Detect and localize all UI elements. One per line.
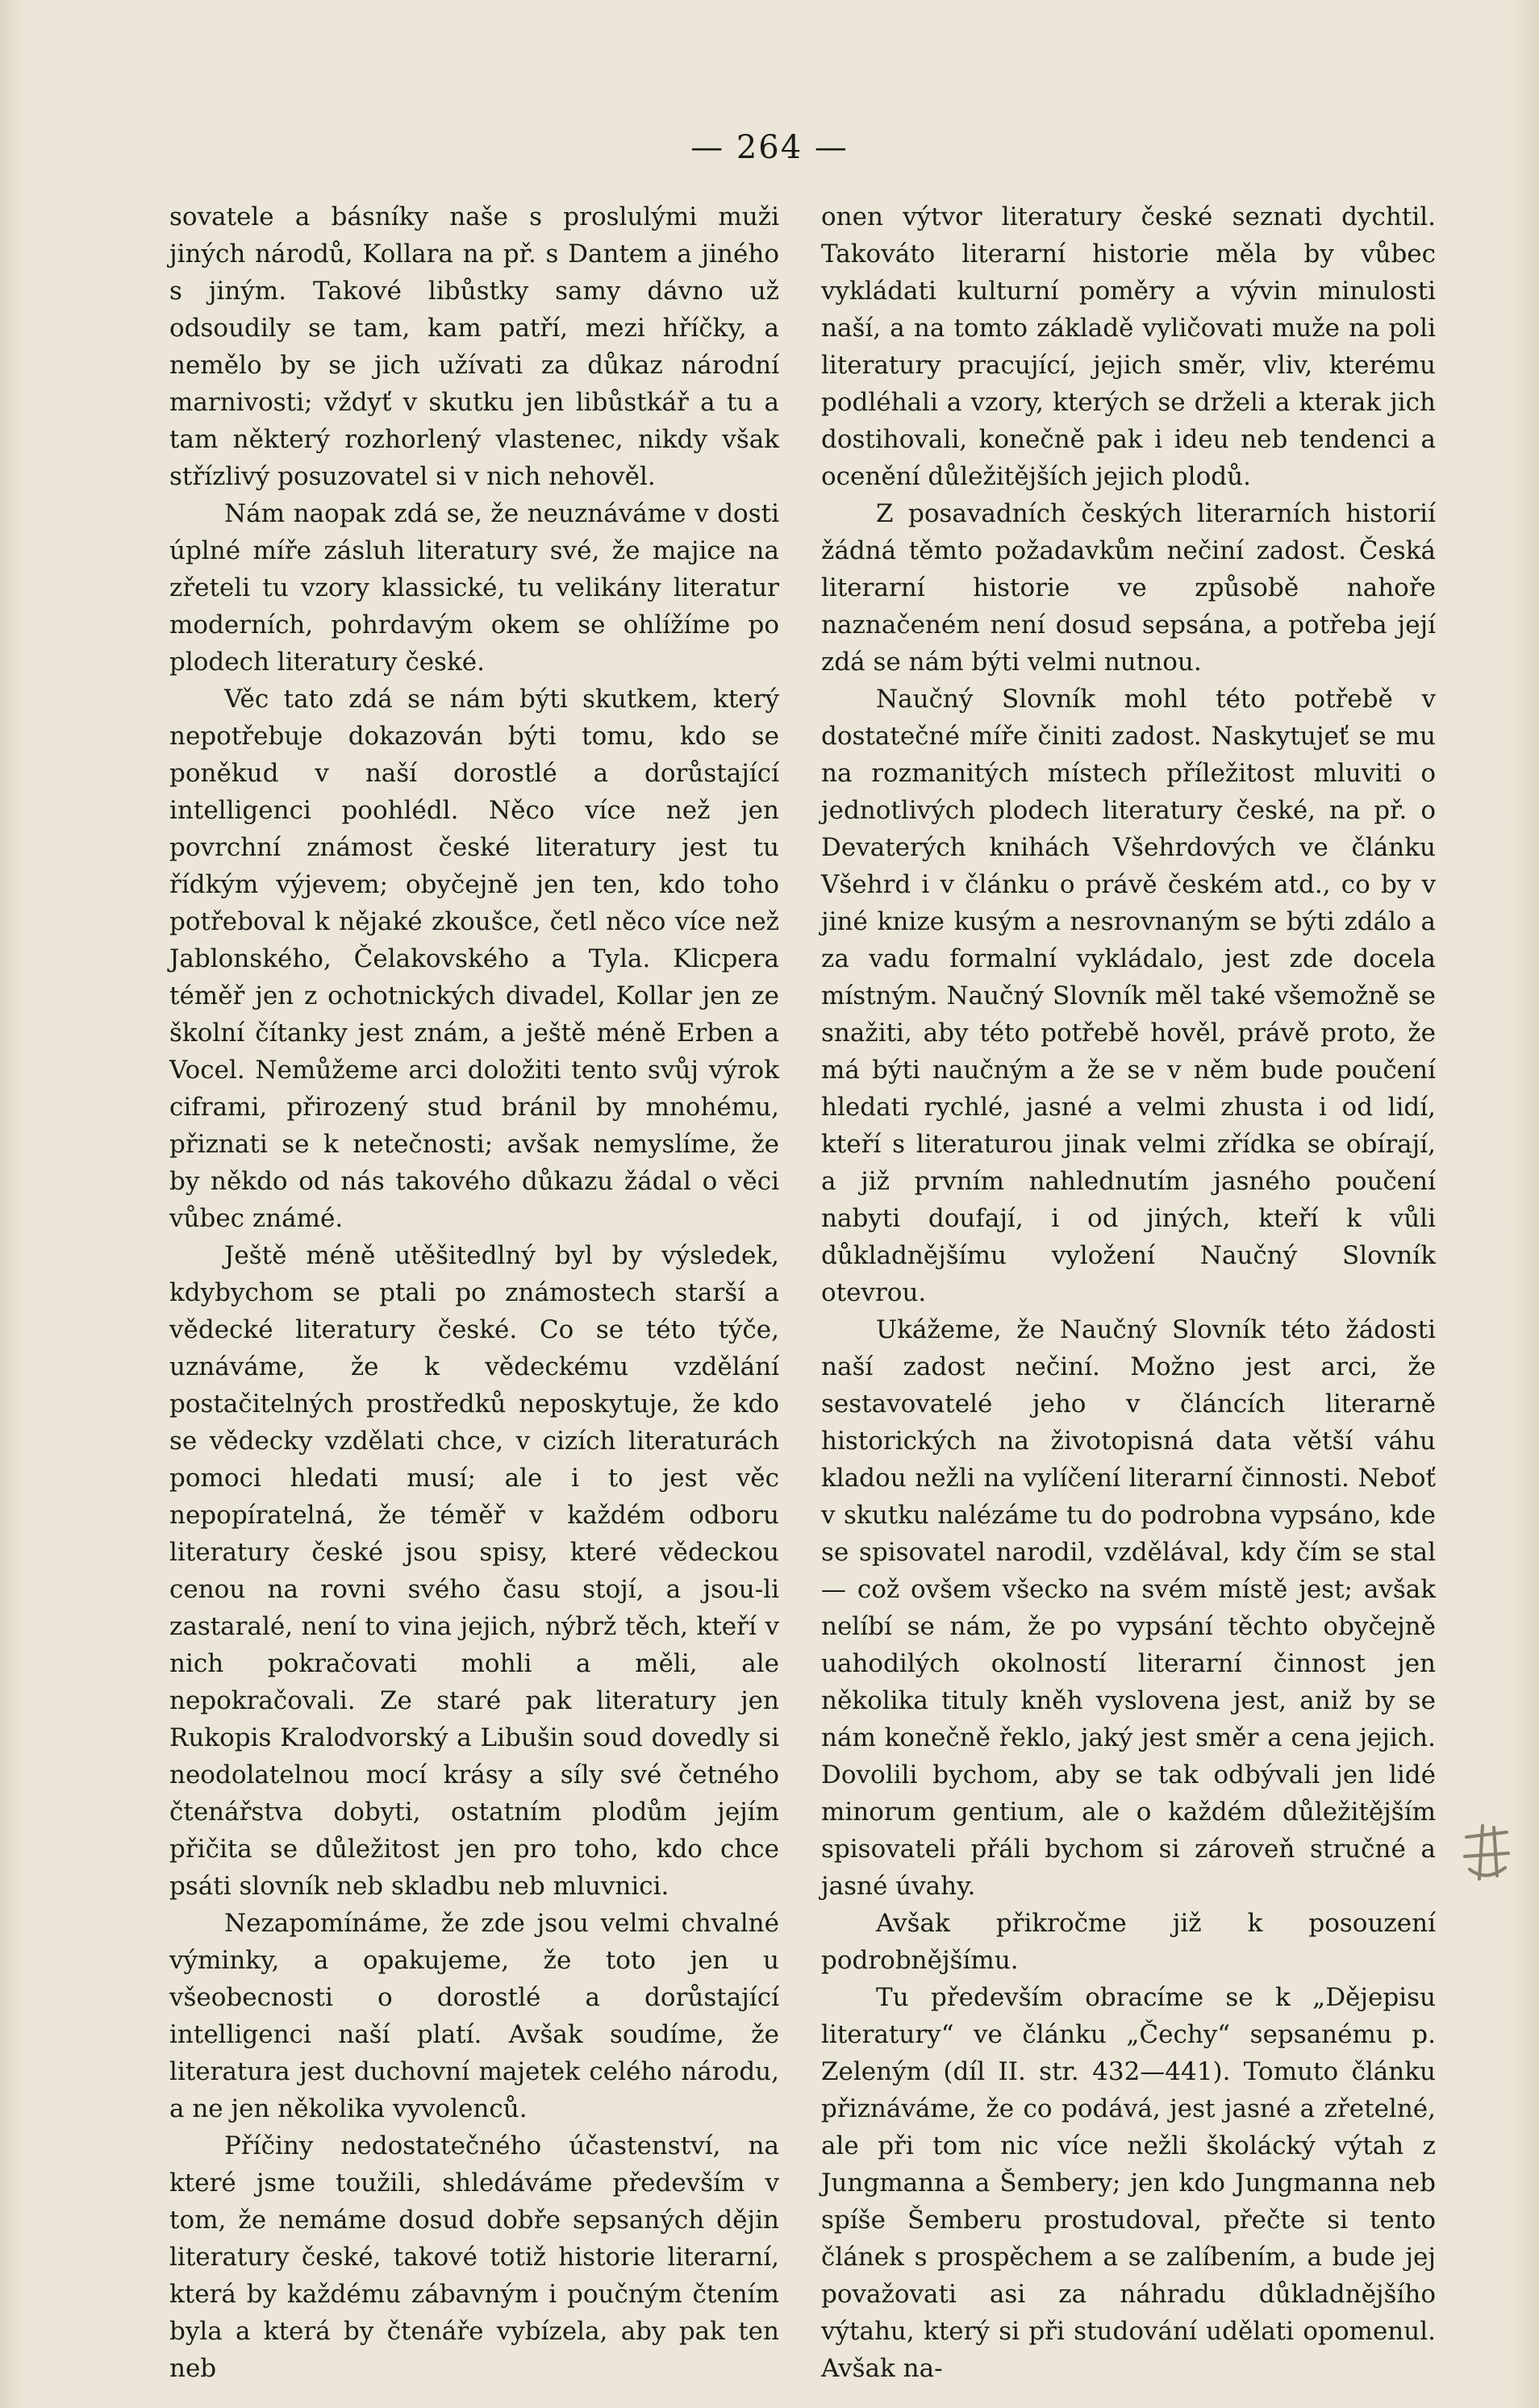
page-number: — 264 — bbox=[690, 129, 849, 166]
paragraph: Avšak přikročme již k posouzení podrobnějšímu. bbox=[821, 1909, 1436, 1975]
right-column bbox=[821, 198, 1436, 2387]
paragraph: Ještě méně utěšitedlný byl by výsledek, kdybychom se ptali po známostech starší a vědecké literatury české. Co se této týče, uznáváme, že k vědeckému vzdělání postačitelných prostředků neposkytuje, že kdo se vědecky vzdělati chce, v cizích literaturách pomoci hledati musí; ale i to jest věc nepopíratelná, že téměř v každém odboru literatury české jsou spisy, které vědeckou cenou na rovni svého času stojí, a jsou-li zastaralé, není to vina jejich, nýbrž těch, kteří v nich pokračovati mohli a měli, ale nepokračovali. Ze staré pak literatury jen Rukopis Kralodvorský a Libušin soud dovedly si neodolatelnou mocí krásy a síly své četného čtenářstva dobyti, ostatním plodům jejím přičita se důležitost jen pro toho, kdo chce psáti slovník neb skladbu neb mluvnici. bbox=[169, 1241, 779, 1901]
paragraph: Tu především obracíme se k „Dějepisu literatury“ ve článku „Čechy“ sepsanému p. Zeleným (díl II. str. 432—441). Tomuto článku přiznáváme, že co podává, jest jasné a zřetelné, ale při tom nic více nežli školácký výtah z Jungmanna a Šembery; jen kdo Jungmanna neb spíše Šemberu prostudoval, přečte si tento článek s prospěchem a se zalíbením, a bude jej považovati asi za náhradu důkladnějšího výtahu, který si při studování udělati opomenul. Avšak na- bbox=[821, 1983, 1436, 2383]
paragraph: Věc tato zdá se nám býti skutkem, který nepotřebuje dokazován býti tomu, kdo se poněkud v naší dorostlé a dorůstající intelligenci poohlédl. Něco více než jen povrchní známost české literatury jest tu řídkým výjevem; obyčejně jen ten, kdo toho potřeboval k nějaké zkoušce, četl něco více než Jablonského, Čelakovského a Tyla. Klicpera téměř jen z ochotnických divadel, Kollar jen ze školní čítanky jest znám, a ještě méně Erben a Vocel. Nemůžeme arci doložiti tento svůj výrok ciframi, přirozený stud bránil by mnohému, přiznati se k netečnosti; avšak nemyslíme, že by někdo od nás takového důkazu žádal o věci vůbec známé. bbox=[169, 685, 779, 1233]
paragraph: Z posavadních českých literarních historií žádná těmto požadavkům nečiní zadost. Česká literarní historie ve způsobě nahoře naznačeném není dosud sepsána, a potřeba její zdá se nám býti velmi nutnou. bbox=[821, 499, 1436, 677]
paragraph: Nám naopak zdá se, že neuznáváme v dosti úplné míře zásluh literatury své, že majice na zřeteli tu vzory klassické, tu velikány literatur moderních, pohrdavým okem se ohlížíme po plodech literatury české. bbox=[169, 499, 779, 677]
paragraph: Naučný Slovník mohl této potřebě v dostatečné míře činiti zadost. Naskytujeť se mu na rozmanitých místech příležitost mluviti o jednotlivých plodech literatury české, na př. o Devaterých knihách Všehrdových ve článku Všehrd i v článku o právě českém atd., co by v jiné knize kusým a nesrovnaným se býti zdálo a za vadu formalní vykládalo, jest zde docela místným. Naučný Slovník měl také všemožně se snažiti, aby této potřebě hověl, právě proto, že má býti naučným a že se v něm bude poučení hledati rychlé, jasné a velmi zhusta i od lidí, kteří s literaturou jinak velmi zřídka se obírají, a již prvním nahlednutím jasného poučení nabyti doufají, i od jiných, kteří k vůli důkladnějšímu vyložení Naučný Slovník otevrou. bbox=[821, 685, 1436, 1307]
paragraph: onen výtvor literatury české seznati dychtil. Takováto literarní historie měla by vůbec vykládati kulturní poměry a vývin minulosti naší, a na tomto základě vyličovati muže na poli literatury pracující, jejich směr, vliv, kterému podléhali a vzory, kterých se drželi a kterak jich dostihovali, konečně pak i ideu neb tendenci a ocenění důležitějších jejich plodů. bbox=[821, 202, 1436, 491]
library-stamp-icon bbox=[1458, 1821, 1515, 1885]
paragraph: sovatele a básníky naše s proslulými muži jiných národů, Kollara na př. s Dantem a jiného s jiným. Takové libůstky samy dávno už odsoudily se tam, kam patří, mezi hříčky, a nemělo by se jich užívati za důkaz národní marnivosti; vždyť v skutku jen libůstkář a tu a tam některý rozhorlený vlastenec, nikdy však střízlivý posuzovatel si v nich nehověl. bbox=[169, 202, 779, 491]
paragraph: Nezapomínáme, že zde jsou velmi chvalné výminky, a opakujeme, že toto jen u všeobecnosti o dorostlé a dorůstající intelligenci naší platí. Avšak soudíme, že literatura jest duchovní majetek celého národu, a ne jen několika vyvolenců. bbox=[169, 1909, 779, 2123]
paragraph: Příčiny nedostatečného účastenství, na které jsme toužili, shledáváme především v tom, že nemáme dosud dobře sepsaných dějin literatury české, takové totiž historie literarní, která by každému zábavným i poučným čtením byla a která by čtenáře vybízela, aby pak ten neb bbox=[169, 2131, 779, 2383]
paragraph: Ukážeme, že Naučný Slovník této žádosti naší zadost nečiní. Možno jest arci, že sestavovatelé jeho v článcích literarně historických na životopisná data větší váhu kladou nežli na vylíčení literarní činnosti. Neboť v skutku nalézáme tu do podrobna vypsáno, kde se spisovatel narodil, vzdělával, kdy čím se stal — což ovšem všecko na svém místě jest; avšak nelíbí se nám, že po vypsání těchto obyčejně uahodilých okolností literarní činnost jen několika tituly kněh vyslovena jest, aniž by se nám konečně řeklo, jaký jest směr a cena jejich. Dovolili bychom, aby se tak odbývali jen lidé minorum gentium, ale o každém důležitějším spisovateli přáli bychom si zároveň stručné a jasné úvahy. bbox=[821, 1315, 1436, 1901]
left-column bbox=[169, 198, 779, 2387]
